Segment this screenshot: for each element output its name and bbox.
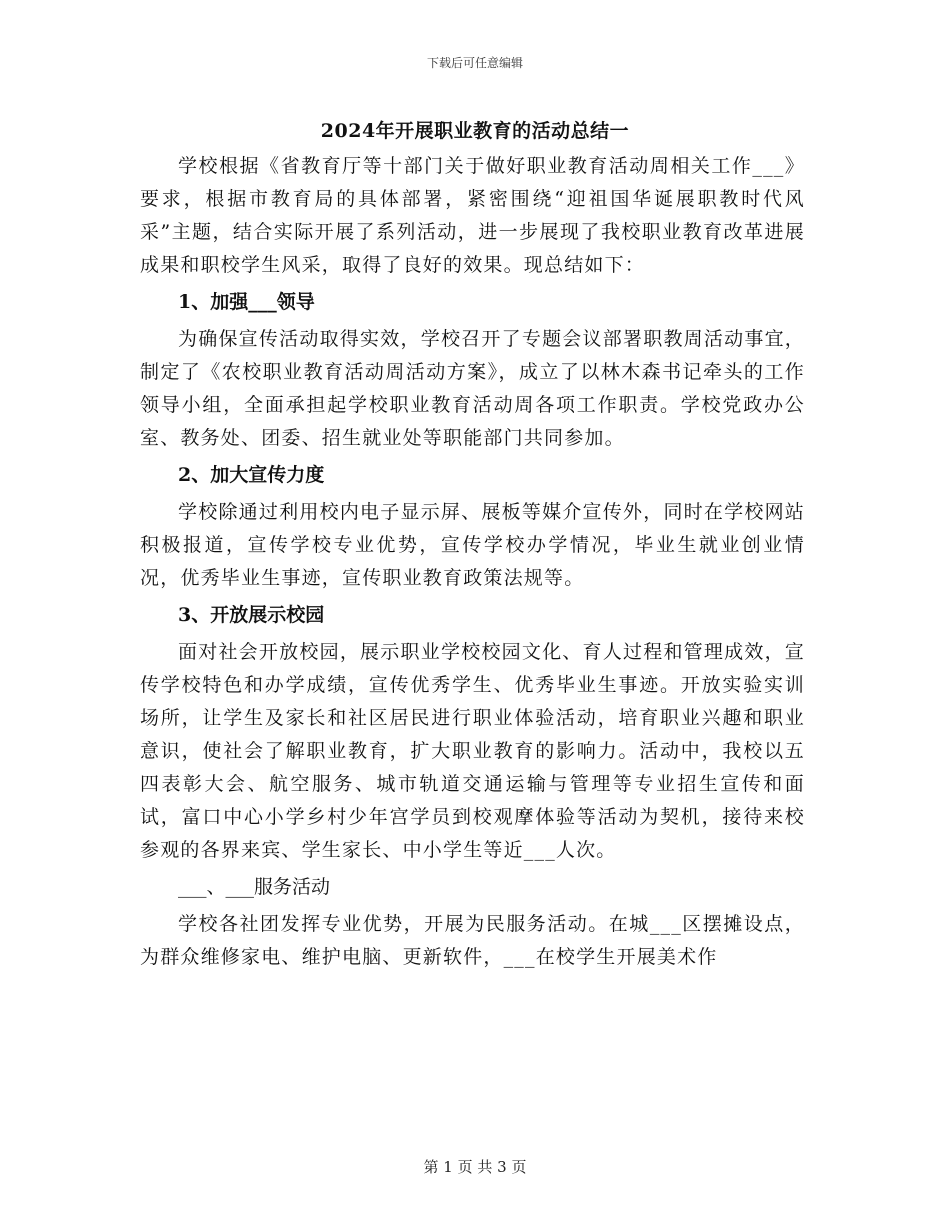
section-4-heading: ___、___服务活动 <box>178 876 331 898</box>
section-2-body: 学校除通过利用校内电子显示屏、展板等媒介宣传外，同时在学校网站积极报道，宣传学校专业优势，宣传学校办学情况，毕业生就业创业情况，优秀毕业生事迹，宣传职业教育政策法规等。 <box>140 501 805 589</box>
section-2-heading: 2、加大宣传力度 <box>178 464 325 486</box>
page-header: 下载后可任意编辑 <box>426 56 523 70</box>
section-1-body: 为确保宣传活动取得实效，学校召开了专题会议部署职教周活动事宜，制定了《农校职业教育活动周活动方案》，成立了以林木森书记牵头的工作领导小组，全面承担起学校职业教育活动周各项工作职责。学校党政办公室、教务处、团委、招生就业处等职能部门共同参加。 <box>140 328 805 449</box>
document-title: 2024年开展职业教育的活动总结一 <box>320 120 630 142</box>
document-body <box>140 150 805 974</box>
section-3-heading: 3、开放展示校园 <box>178 604 325 626</box>
section-3-body: 面对社会开放校园，展示职业学校校园文化、育人过程和管理成效，宣传学校特色和办学成绩，宣传优秀学生、优秀毕业生事迹。开放实验实训场所，让学生及家长和社区居民进行职业体验活动，培育职业兴趣和职业意识，使社会了解职业教育，扩大职业教育的影响力。活动中，我校以五四表彰大会、航空服务、城市轨道交通运输与管理等专业招生宣传和面试，富口中心小学乡村少年宫学员到校观摩体验等活动为契机，接待来校参观的各界来宾、学生家长、中小学生等近___人次。 <box>140 641 805 861</box>
page-footer: 第 1 页 共 3 页 <box>423 1158 527 1176</box>
section-4-body: 学校各社团发挥专业优势，开展为民服务活动。在城___区摆摊设点，为群众维修家电、维护电脑、更新软件，___在校学生开展美术作 <box>140 913 805 968</box>
section-1-heading: 1、加强___领导 <box>178 291 315 313</box>
intro-paragraph: 学校根据《省教育厅等十部门关于做好职业教育活动周相关工作___》要求，根据市教育局的具体部署，紧密围绕“迎祖国华诞展职教时代风采”主题，结合实际开展了系列活动，进一步展现了我校职业教育改革进展成果和职校学生风采，取得了良好的效果。现总结如下： <box>140 155 805 276</box>
